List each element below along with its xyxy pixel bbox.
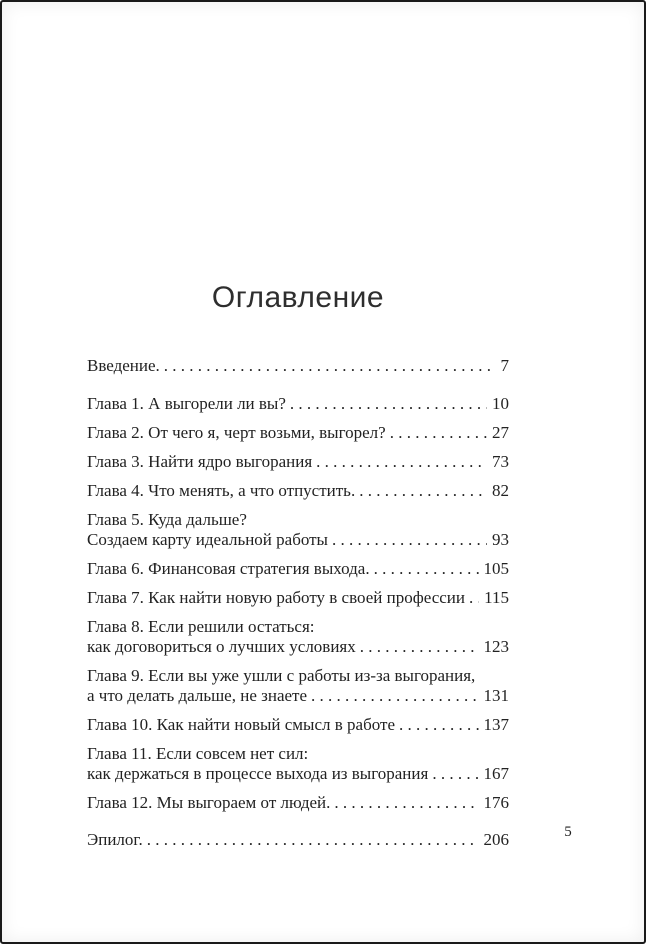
toc-line [87,793,509,813]
toc-entry-page: 27 [492,423,509,442]
toc-entry [87,452,509,472]
toc-line [87,530,509,550]
toc-entry-page: 115 [484,588,509,607]
toc-entry-label: Глава 1. А выгорели ли вы? [87,394,286,413]
toc-entry-page: 10 [492,394,509,413]
toc-entry-label: Глава 4. Что менять, а что отпустить. [87,481,356,500]
toc-entry-label: Глава 9. Если вы уже ушли с работы из-за выгорания, [87,666,476,685]
toc-line [87,559,509,579]
toc-entry-label: Введение. [87,356,160,375]
toc-entry-label: Глава 3. Найти ядро выгорания [87,452,313,471]
toc-entry [87,423,509,443]
toc-entry-label: Глава 7. Как найти новую работу в своей профессии [87,588,465,607]
toc-line [87,637,509,657]
dot-leader [360,637,479,657]
dot-leader [390,423,487,443]
dot-leader [374,559,479,579]
toc-entry [87,715,509,735]
toc-entry-page: 93 [492,530,509,549]
toc-entry [87,617,509,657]
toc-entry-label-continuation: Создаем карту идеальной работы [87,530,328,549]
toc-entry-page: 167 [483,764,509,783]
toc-entry-label: Глава 12. Мы выгораем от людей. [87,793,331,812]
toc-entry-page: 206 [483,830,509,849]
toc-entry-page: 82 [492,481,509,500]
toc-line [87,686,509,706]
toc-line [87,588,509,608]
dot-leader [147,830,479,850]
text-block [87,2,509,859]
toc-entry [87,666,509,706]
toc-line [87,452,509,472]
toc-entry-page: 123 [483,637,509,656]
page-title: Оглавление [211,281,385,314]
toc-line [87,744,509,764]
toc-entry-page: 7 [500,356,509,375]
dot-leader [316,452,487,472]
toc-entry [87,744,509,784]
dot-leader [290,394,487,414]
toc-entry-page: 176 [483,793,509,812]
toc-entry-label: Глава 2. От чего я, черт возьми, выгорел? [87,423,386,442]
toc-entry-label: Глава 6. Финансовая стратегия выхода. [87,559,370,578]
toc-entry-label: Глава 10. Как найти новый смысл в работе [87,715,395,734]
toc-line [87,423,509,443]
toc-line [87,617,509,637]
dot-leader [164,356,496,376]
dot-leader [332,530,487,550]
toc-line [87,764,509,784]
toc-entry-page: 105 [483,559,509,578]
toc-entry-label-continuation: как договориться о лучших условиях [87,637,356,656]
toc-entry-page: 131 [483,686,509,705]
toc-entry [87,510,509,550]
toc-line [87,830,509,850]
dot-leader [334,793,478,813]
toc-entry [87,793,509,813]
toc-entry-page: 73 [492,452,509,471]
dot-leader [469,588,479,608]
toc-entry [87,830,509,850]
toc-entry-label-continuation: как держаться в процессе выхода из выгорания [87,764,429,783]
toc-line [87,394,509,414]
table-of-contents [87,356,509,850]
toc-entry [87,559,509,579]
toc-entry-page: 137 [483,715,509,734]
dot-leader [399,715,479,735]
dot-leader [432,764,478,784]
dot-leader [359,481,487,501]
dot-leader [311,686,478,706]
page-number: 5 [564,824,572,840]
toc-line [87,481,509,501]
toc-entry-label: Глава 5. Куда дальше? [87,510,247,529]
toc-line [87,356,509,376]
toc-line [87,510,509,530]
toc-line [87,715,509,735]
toc-entry [87,588,509,608]
toc-entry-label: Глава 8. Если решили остаться: [87,617,315,636]
toc-entry [87,356,509,376]
toc-entry-label-continuation: а что делать дальше, не знаете [87,686,308,705]
toc-entry-label: Эпилог. [87,830,143,849]
toc-entry [87,481,509,501]
toc-line [87,666,509,686]
toc-entry [87,394,509,414]
toc-entry-label: Глава 11. Если совсем нет сил: [87,744,309,763]
